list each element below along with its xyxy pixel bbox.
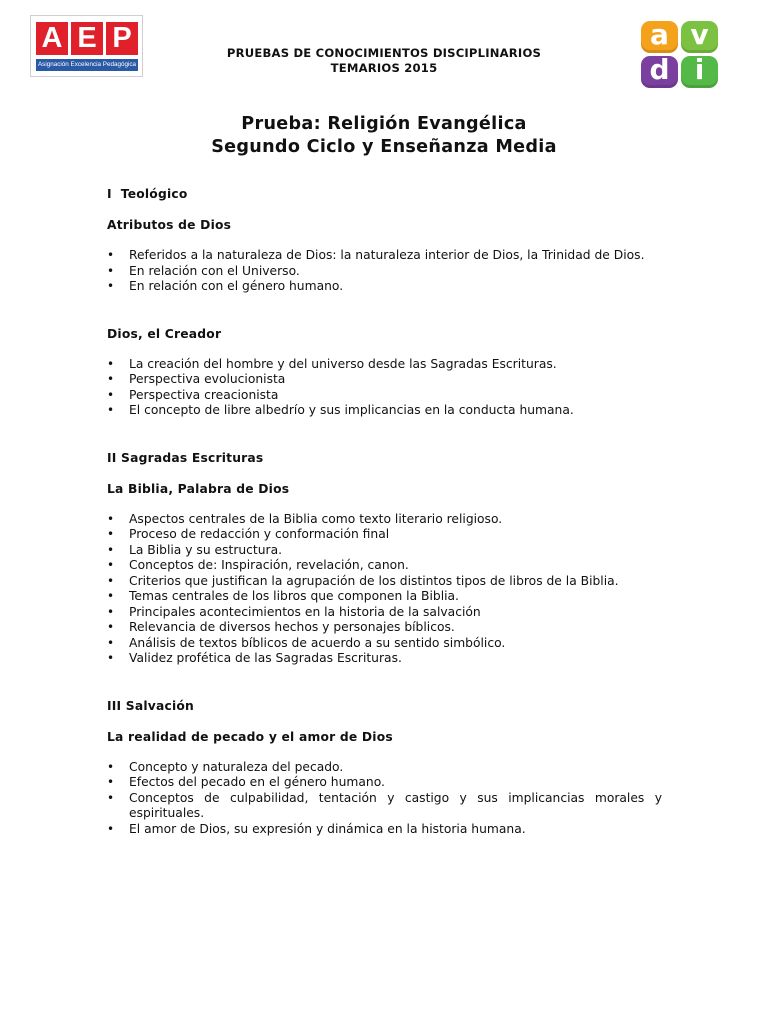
list-item-text: Perspectiva evolucionista: [129, 372, 286, 386]
bullet-glyph: •: [107, 263, 115, 278]
subsection-title: La realidad de pecado y el amor de Dios: [107, 729, 393, 744]
item-list: [107, 248, 662, 295]
document-body: [107, 186, 662, 837]
section-salvacion: [107, 698, 662, 838]
document-title: [84, 113, 684, 159]
list-item: [107, 574, 662, 590]
list-item-text: El concepto de libre albedrío y sus implicancias en la conducta humana.: [129, 403, 574, 417]
subsection-title: Atributos de Dios: [107, 218, 232, 232]
list-item-text: Efectos del pecado en el género humano.: [129, 775, 385, 789]
header-line-2: TEMARIOS 2015: [330, 61, 438, 75]
list-item-text: Referidos a la naturaleza de Dios: la naturaleza interior de Dios, la Trinidad de Dios.: [129, 248, 645, 262]
bullet-glyph: •: [107, 403, 115, 417]
list-item: [107, 791, 662, 822]
bullet-glyph: •: [107, 356, 115, 371]
list-item-text: Criterios que justifican la agrupación de los distintos tipos de libros de la Biblia.: [129, 573, 619, 588]
list-item: [107, 651, 662, 667]
avdi-tile-i: i: [681, 56, 718, 88]
list-item: [107, 775, 662, 791]
section-sagradas-escrituras: [107, 450, 662, 667]
aep-logo-letter-a: A: [36, 22, 68, 55]
bullet-glyph: •: [107, 558, 115, 572]
bullet-glyph: •: [107, 279, 115, 293]
list-item: [107, 543, 662, 559]
avdi-logo: [641, 18, 719, 89]
subsection-title: La Biblia, Palabra de Dios: [107, 481, 290, 496]
aep-logo-letter-e: E: [71, 22, 103, 55]
list-item: [107, 760, 662, 776]
list-item-text: Relevancia de diversos hechos y personajes bíblicos.: [129, 620, 455, 634]
list-item: [107, 372, 662, 388]
header-line-1: PRUEBAS DE CONOCIMIENTOS DISCIPLINARIOS: [226, 46, 542, 60]
bullet-glyph: •: [107, 542, 115, 557]
list-item: [107, 822, 662, 838]
list-item-text: Análisis de textos bíblicos de acuerdo a su sentido simbólico.: [129, 635, 506, 650]
aep-logo: [30, 15, 143, 77]
bullet-glyph: •: [107, 573, 115, 588]
bullet-glyph: •: [107, 511, 115, 526]
subsection-title: Dios, el Creador: [107, 326, 222, 341]
list-item-text: Aspectos centrales de la Biblia como texto literario religioso.: [129, 511, 503, 526]
avdi-tile-d: d: [641, 56, 678, 88]
list-item-text: Principales acontecimientos en la historia de la salvación: [129, 604, 481, 619]
list-item-text: La creación del hombre y del universo desde las Sagradas Escrituras.: [129, 356, 557, 371]
section-teologico: [107, 186, 662, 419]
avdi-tile-a: a: [641, 21, 678, 53]
aep-logo-subtitle: Asignación Excelencia Pedagógica: [36, 59, 138, 71]
bullet-glyph: •: [107, 620, 115, 634]
list-item-text: Concepto y naturaleza del pecado.: [129, 759, 344, 774]
bullet-glyph: •: [107, 775, 115, 789]
section-title: II Sagradas Escrituras: [107, 450, 264, 465]
list-item: [107, 620, 662, 636]
list-item: [107, 357, 662, 373]
list-item: [107, 558, 662, 574]
bullet-glyph: •: [107, 589, 115, 603]
list-item-text: El amor de Dios, su expresión y dinámica en la historia humana.: [129, 821, 526, 836]
list-item-text: En relación con el género humano.: [129, 279, 344, 293]
list-item-text: La Biblia y su estructura.: [129, 542, 283, 557]
list-item-text: Conceptos de culpabilidad, tentación y castigo y sus implicancias morales y espirituales.: [129, 790, 662, 820]
bullet-glyph: •: [107, 387, 115, 402]
section-title: III Salvación: [107, 698, 194, 713]
list-item: [107, 527, 662, 543]
list-item-text: Conceptos de: Inspiración, revelación, canon.: [129, 558, 409, 572]
document-header: [184, 46, 584, 76]
bullet-glyph: •: [107, 527, 115, 541]
avdi-tile-v: v: [681, 21, 718, 53]
list-item: [107, 248, 662, 264]
bullet-glyph: •: [107, 248, 115, 262]
list-item-text: Perspectiva creacionista: [129, 387, 279, 402]
list-item: [107, 388, 662, 404]
bullet-glyph: •: [107, 651, 115, 665]
bullet-glyph: •: [107, 759, 115, 774]
item-list: [107, 760, 662, 838]
bullet-glyph: •: [107, 635, 115, 650]
item-list: [107, 357, 662, 419]
list-item-text: En relación con el Universo.: [129, 263, 300, 278]
list-item: [107, 589, 662, 605]
list-item: [107, 605, 662, 621]
bullet-glyph: •: [107, 372, 115, 386]
aep-logo-letter-p: P: [106, 22, 138, 55]
title-line-1: Prueba: Religión Evangélica: [241, 114, 527, 134]
list-item: [107, 512, 662, 528]
section-title: I Teológico: [107, 187, 188, 201]
bullet-glyph: •: [107, 821, 115, 836]
list-item-text: Proceso de redacción y conformación final: [129, 527, 390, 541]
title-line-2: Segundo Ciclo y Enseñanza Media: [211, 137, 557, 157]
list-item: [107, 264, 662, 280]
list-item: [107, 636, 662, 652]
bullet-glyph: •: [107, 604, 115, 619]
item-list: [107, 512, 662, 667]
bullet-glyph: •: [107, 790, 115, 805]
list-item: [107, 403, 662, 419]
list-item-text: Validez profética de las Sagradas Escrituras.: [129, 651, 402, 665]
list-item: [107, 279, 662, 295]
list-item-text: Temas centrales de los libros que componen la Biblia.: [129, 589, 459, 603]
